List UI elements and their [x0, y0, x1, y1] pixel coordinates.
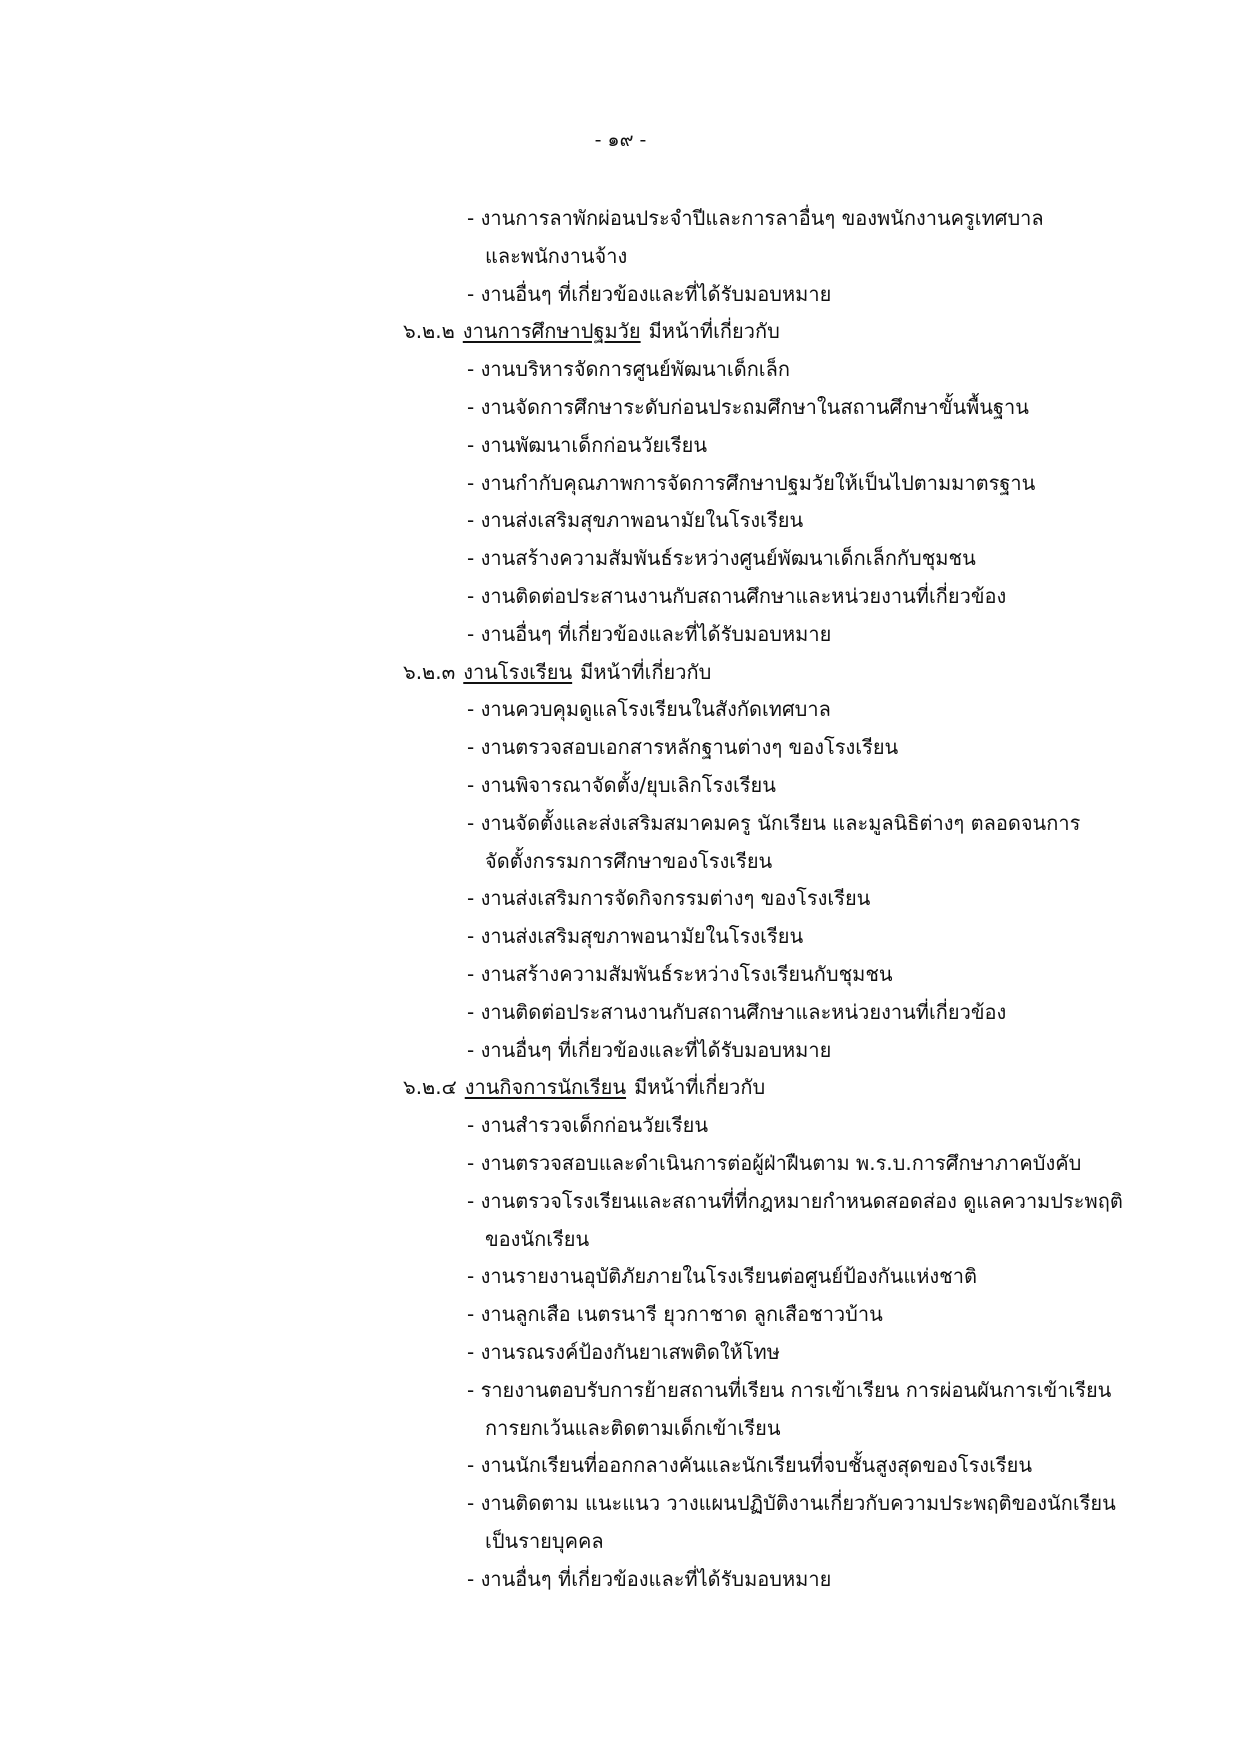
list-item-continuation: จัดตั้งกรรมการศึกษาของโรงเรียน: [485, 848, 773, 873]
list-item: - งานตรวจสอบและดำเนินการต่อผู้ฝ่าฝืนตาม พ.ร.บ.การศึกษาภาคบังคับ: [467, 1150, 1082, 1175]
list-item: - งานอื่นๆ ที่เกี่ยวข้องและที่ได้รับมอบหมาย: [467, 1037, 832, 1062]
section-suffix: มีหน้าที่เกี่ยวกับ: [648, 319, 780, 344]
list-item: - งานพัฒนาเด็กก่อนวัยเรียน: [467, 432, 708, 457]
list-item: - งานรณรงค์ป้องกันยาเสพติดให้โทษ: [467, 1339, 780, 1364]
document-body: [0, 200, 1241, 1598]
list-item: - งานพิจารณาจัดตั้ง/ยุบเลิกโรงเรียน: [467, 772, 776, 797]
list-item: - งานสำรวจเด็กก่อนวัยเรียน: [467, 1113, 709, 1138]
list-item: - งานติดตาม แนะแนว วางแผนปฏิบัติงานเกี่ยวกับความประพฤติของนักเรียน: [467, 1491, 1116, 1516]
section-heading: [0, 313, 1241, 351]
list-item: - งานส่งเสริมการจัดกิจกรรมต่างๆ ของโรงเรียน: [467, 886, 871, 911]
section-heading: [0, 1069, 1241, 1107]
list-item: - งานจัดการศึกษาระดับก่อนประถมศึกษาในสถานศึกษาขั้นพื้นฐาน: [467, 394, 1029, 419]
list-item: - งานอื่นๆ ที่เกี่ยวข้องและที่ได้รับมอบหมาย: [467, 621, 832, 646]
list-item-continuation: การยกเว้นและติดตามเด็กเข้าเรียน: [485, 1415, 781, 1440]
list-item: - งานจัดตั้งและส่งเสริมสมาคมครู นักเรียน และมูลนิธิต่างๆ ตลอดจนการ: [467, 810, 1081, 835]
section-heading: [0, 654, 1241, 692]
list-item: - งานตรวจสอบเอกสารหลักฐานต่างๆ ของโรงเรียน: [467, 735, 899, 760]
section-suffix: มีหน้าที่เกี่ยวกับ: [634, 1075, 766, 1100]
section-title: งานโรงเรียน: [463, 659, 573, 684]
list-item: - งานสร้างความสัมพันธ์ระหว่างศูนย์พัฒนาเด็กเล็กกับชุมชน: [467, 546, 976, 571]
list-item-continuation: ของนักเรียน: [485, 1226, 590, 1251]
list-item-continuation: และพนักงานจ้าง: [485, 243, 628, 268]
section-suffix: มีหน้าที่เกี่ยวกับ: [580, 659, 712, 684]
list-item: - งานกำกับคุณภาพการจัดการศึกษาปฐมวัยให้เป็นไปตามมาตรฐาน: [467, 470, 1036, 495]
list-item: - งานการลาพักผ่อนประจำปีและการลาอื่นๆ ของพนักงานครูเทศบาล: [467, 206, 1044, 230]
list-item: - งานนักเรียนที่ออกกลางคันและนักเรียนที่จบชั้นสูงสุดของโรงเรียน: [467, 1453, 1033, 1478]
list-item: - งานลูกเสือ เนตรนารี ยุวกาชาด ลูกเสือชาวบ้าน: [467, 1302, 883, 1327]
section-title: งานกิจการนักเรียน: [464, 1075, 627, 1100]
list-item: - รายงานตอบรับการย้ายสถานที่เรียน การเข้าเรียน การผ่อนผันการเข้าเรียน: [467, 1377, 1112, 1402]
list-item: - งานติดต่อประสานงานกับสถานศึกษาและหน่วยงานที่เกี่ยวข้อง: [467, 999, 1007, 1024]
list-item: - งานอื่นๆ ที่เกี่ยวข้องและที่ได้รับมอบหมาย: [467, 281, 832, 306]
list-item: - งานสร้างความสัมพันธ์ระหว่างโรงเรียนกับชุมชน: [467, 961, 893, 986]
list-item: - งานส่งเสริมสุขภาพอนามัยในโรงเรียน: [467, 508, 804, 533]
list-item-continuation: เป็นรายบุคคล: [485, 1528, 604, 1553]
list-item: - งานรายงานอุบัติภัยภายในโรงเรียนต่อศูนย์ป้องกันแห่งชาติ: [467, 1264, 977, 1289]
section-title: งานการศึกษาปฐมวัย: [462, 319, 641, 344]
list-item: - งานส่งเสริมสุขภาพอนามัยในโรงเรียน: [467, 924, 804, 949]
list-item: - งานติดต่อประสานงานกับสถานศึกษาและหน่วยงานที่เกี่ยวข้อง: [467, 583, 1007, 608]
section-number: ๖.๒.๒: [403, 319, 455, 344]
section-number: ๖.๒.๓: [403, 659, 456, 684]
page-number: - ๑๙ -: [594, 129, 647, 151]
list-item: - งานควบคุมดูแลโรงเรียนในสังกัดเทศบาล: [467, 697, 831, 722]
list-item: - งานตรวจโรงเรียนและสถานที่ที่กฎหมายกำหนดสอดส่อง ดูแลความประพฤติ: [467, 1188, 1123, 1213]
list-item: - งานบริหารจัดการศูนย์พัฒนาเด็กเล็ก: [467, 357, 790, 382]
section-number: ๖.๒.๔: [403, 1075, 457, 1100]
list-item: - งานอื่นๆ ที่เกี่ยวข้องและที่ได้รับมอบหมาย: [467, 1566, 832, 1591]
